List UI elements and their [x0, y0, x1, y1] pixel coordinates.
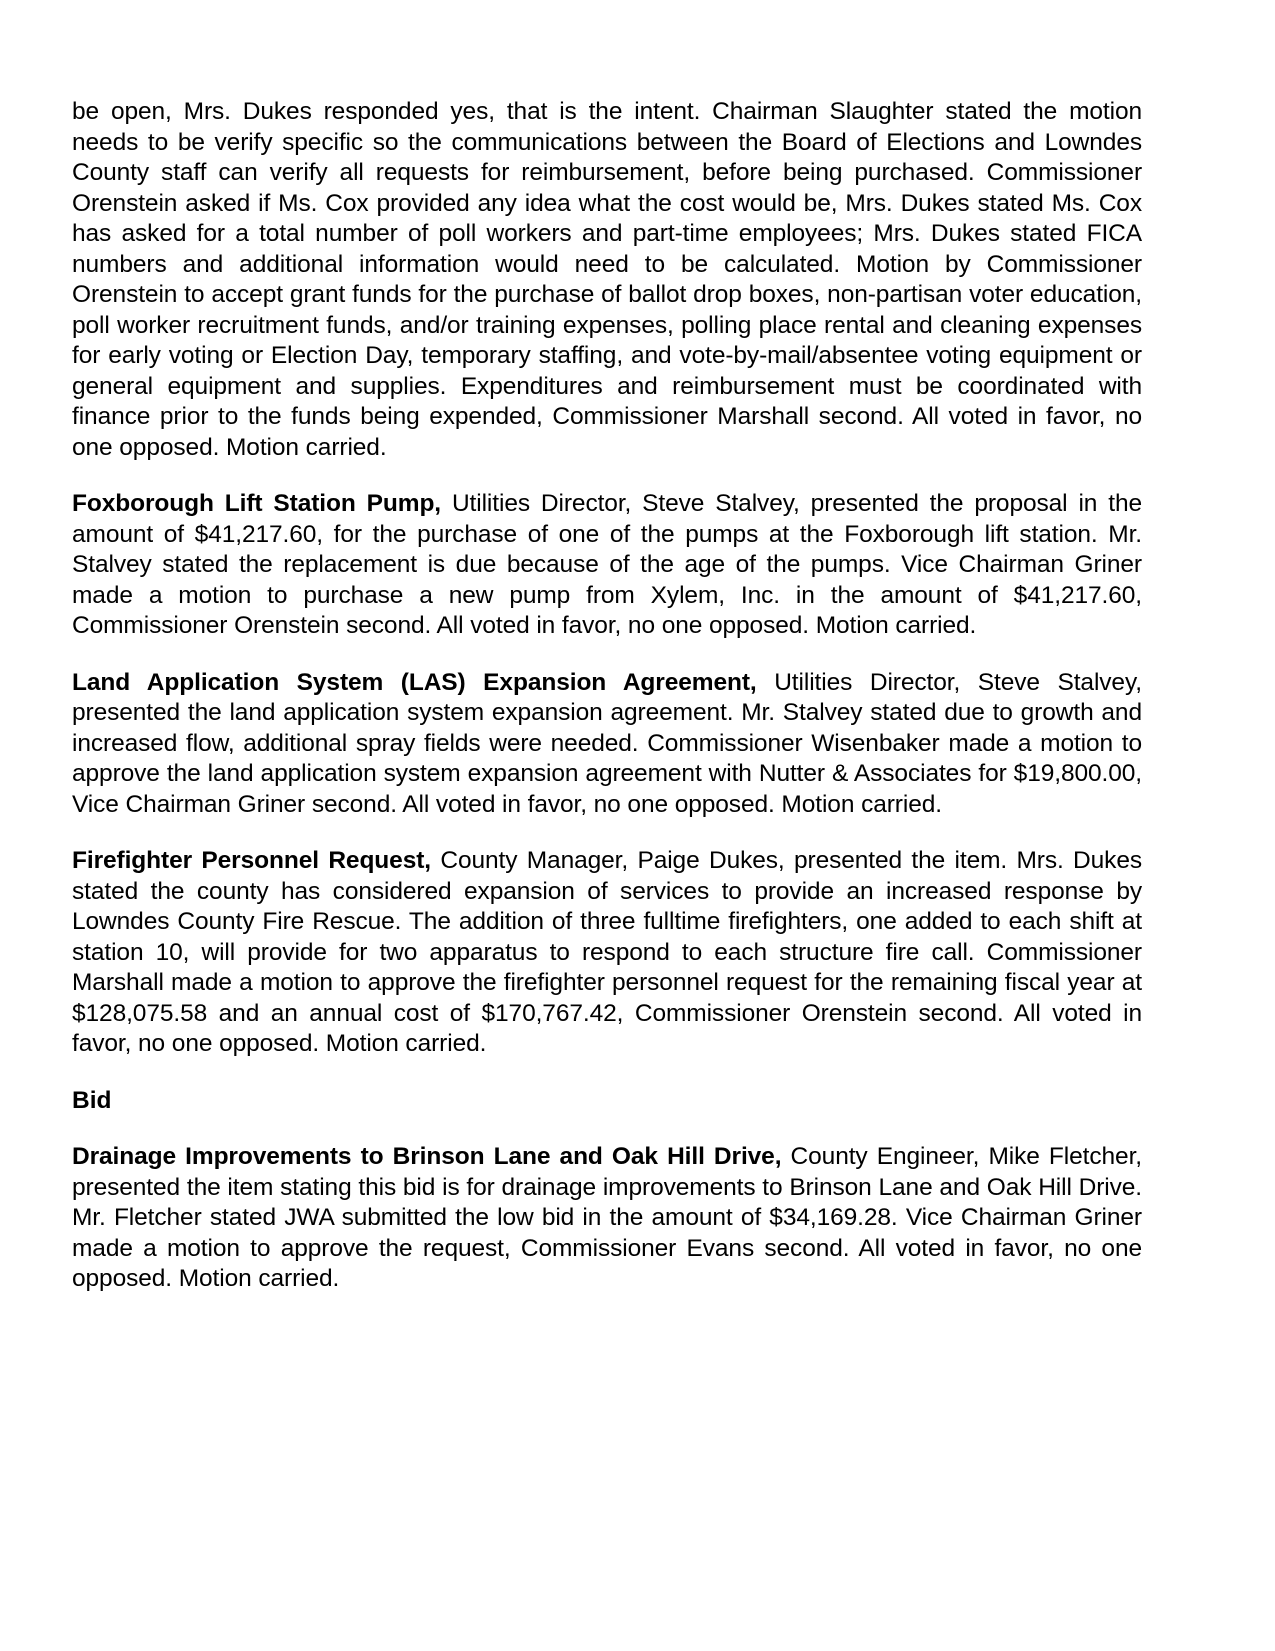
section-heading-bid: Bid	[72, 1086, 112, 1114]
document-body	[72, 97, 1142, 1295]
paragraph-text: be open, Mrs. Dukes responded yes, that is the intent. Chairman Slaughter stated the motion needs to be verify specific so the communications between the Board of Elections and Lowndes County staff can verify all requests for reimbursement, before being purchased. Commissioner Orenstein asked if Ms. Cox provided any idea what the cost would be, Mrs. Dukes stated Ms. Cox has asked for a total number of poll workers and part-time employees; Mrs. Dukes stated FICA numbers and additional information would need to be calculated. Motion by Commissioner Orenstein to accept grant funds for the purchase of ballot drop boxes, non-partisan voter education, poll worker recruitment funds, and/or training expenses, polling place rental and cleaning expenses for early voting or Election Day, temporary staffing, and vote-by-mail/absentee voting equipment or general equipment and supplies. Expenditures and reimbursement must be coordinated with finance prior to the funds being expended, Commissioner Marshall second. All voted in favor, no one opposed. Motion carried.	[72, 98, 1142, 461]
paragraph-text: County Manager, Paige Dukes, presented the item. Mrs. Dukes stated the county has considered expansion of services to provide an increased response by Lowndes County Fire Rescue. The addition of three fulltime firefighters, one added to each shift at station 10, will provide for two apparatus to respond to each structure fire call. Commissioner Marshall made a motion to approve the firefighter personnel request for the remaining fiscal year at $128,075.58 and an annual cost of $170,767.42, Commissioner Orenstein second. All voted in favor, no one opposed. Motion carried.	[72, 847, 1142, 1057]
paragraph-text: Utilities Director, Steve Stalvey, presented the proposal in the amount of $41,217.60, for the purchase of one of the pumps at the Foxborough lift station. Mr. Stalvey stated the replacement is due because of the age of the pumps. Vice Chairman Griner made a motion to purchase a new pump from Xylem, Inc. in the amount of $41,217.60, Commissioner Orenstein second. All voted in favor, no one opposed. Motion carried.	[72, 490, 1142, 639]
paragraph-elections-grant-funds	[72, 97, 1142, 463]
run-in-heading-land-application-system-expansion-agreement: Land Application System (LAS) Expansion Agreement,	[72, 668, 757, 696]
paragraph-firefighter-personnel-request	[72, 846, 1142, 1060]
paragraph-land-application-system-expansion-agreement	[72, 668, 1142, 821]
run-in-heading-drainage-improvements-brinson-lane-oak-hill-drive: Drainage Improvements to Brinson Lane and Oak Hill Drive,	[72, 1143, 782, 1170]
paragraph-text: County Engineer, Mike Fletcher, presented the item stating this bid is for drainage improvements to Brinson Lane and Oak Hill Drive. Mr. Fletcher stated JWA submitted the low bid in the amount of $34,169.28. Vice Chairman Griner made a motion to approve the request, Commissioner Evans second. All voted in favor, no one opposed. Motion carried.	[72, 1143, 1142, 1292]
paragraph-drainage-improvements-brinson-lane-oak-hill-drive	[72, 1142, 1142, 1295]
run-in-heading-foxborough-lift-station-pump: Foxborough Lift Station Pump,	[72, 490, 442, 517]
paragraph-text: Utilities Director, Steve Stalvey, presented the land application system expansion agreement. Mr. Stalvey stated due to growth and increased flow, additional spray fields were needed. Commissioner Wisenbaker made a motion to approve the land application system expansion agreement with Nutter & Associates for $19,800.00, Vice Chairman Griner second. All voted in favor, no one opposed. Motion carried.	[72, 668, 1143, 818]
paragraph-foxborough-lift-station-pump	[72, 489, 1142, 642]
run-in-heading-firefighter-personnel-request: Firefighter Personnel Request,	[72, 847, 431, 874]
